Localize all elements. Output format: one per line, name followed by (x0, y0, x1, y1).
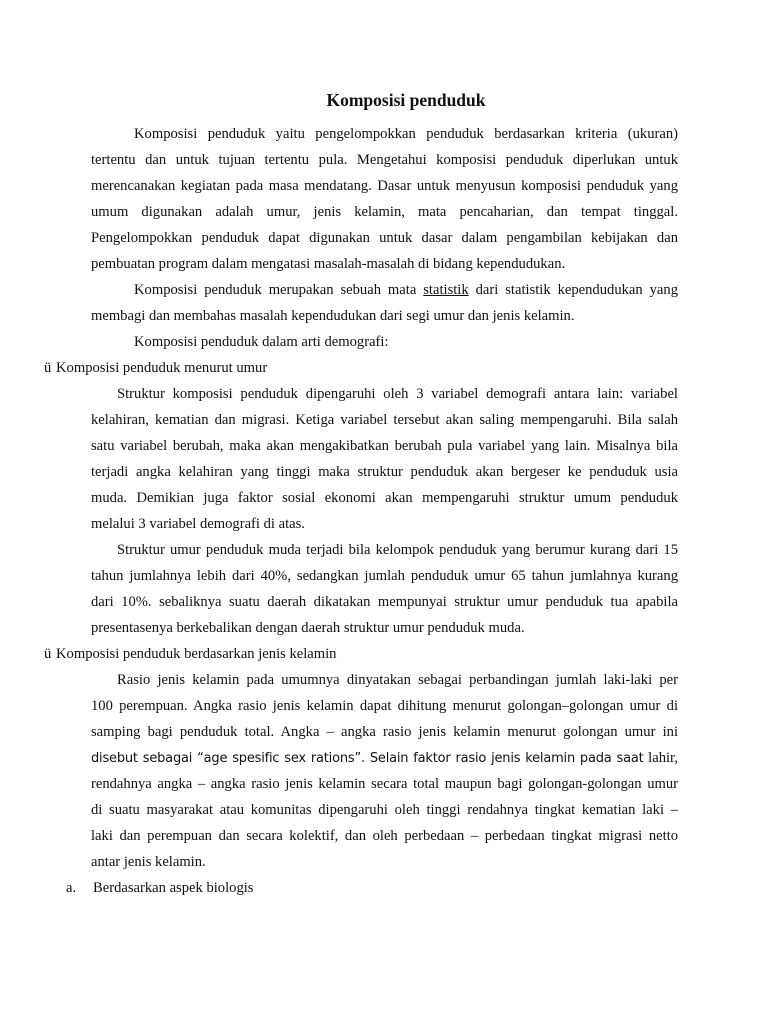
paragraph-line: presentasenya berkebalikan dengan daerah struktur umur penduduk muda. (91, 620, 525, 636)
bullet-item (44, 644, 644, 664)
page-title: Komposisi penduduk (326, 90, 486, 110)
paragraph-line: laki dan perempuan dan secara kolektif, dan oleh perbedaan – perbedaan tingkat migrasi netto (91, 828, 678, 844)
paragraph-line: Struktur umur penduduk muda terjadi bila kelompok penduduk yang berumur kurang dari 15 (117, 542, 678, 558)
paragraph-line: kelahiran, kematian dan migrasi. Ketiga variabel tersebut akan saling mempengaruhi. Bila salah (91, 412, 678, 428)
checkmark-bullet-icon: ü (44, 646, 52, 662)
paragraph-line: terjadi angka kelahiran yang tinggi maka struktur penduduk akan bergeser ke penduduk usia (91, 464, 678, 480)
paragraph-line: tertentu dan untuk tujuan tertentu pula. Mengetahui komposisi penduduk diperlukan untuk (91, 152, 678, 168)
paragraph-line: rendahnya angka – angka rasio jenis kelamin secara total maupun bagi golongan-golongan umur (91, 776, 678, 792)
bullet-label: Komposisi penduduk berdasarkan jenis kelamin (56, 646, 337, 662)
paragraph-line: samping bagi penduduk total. Angka – angka rasio jenis kelamin menurut golongan umur ini (91, 724, 678, 740)
paragraph-line: Komposisi penduduk dalam arti demografi: (134, 334, 389, 350)
paragraph-line: satu variabel berubah, maka akan mengakibatkan berubah pula variabel yang lain. Misalnya bila (91, 438, 678, 454)
paragraph-line: Pengelompokkan penduduk dapat digunakan untuk dasar dalam pengambilan kebijakan dan (91, 230, 678, 246)
list-item-label: Berdasarkan aspek biologis (93, 880, 254, 896)
paragraph-line: dari 10%. sebaliknya suatu daerah dikatakan mempunyai struktur umur penduduk tua apabila (91, 594, 678, 610)
paragraph-line: Komposisi penduduk yaitu pengelompokkan penduduk berdasarkan kriteria (ukuran) (134, 126, 678, 142)
paragraph-line: antar jenis kelamin. (91, 854, 206, 870)
text-run: lahir, (648, 750, 678, 766)
list-marker: a. (66, 880, 77, 896)
paragraph-line (134, 280, 678, 300)
statistik-link[interactable]: statistik (423, 282, 469, 298)
paragraph-line: Rasio jenis kelamin pada umumnya dinyatakan sebagai perbandingan jumlah laki-laki per (117, 672, 678, 688)
paragraph-line: membagi dan membahas masalah kependudukan dari segi umur dan jenis kelamin. (91, 308, 575, 324)
paragraph-line: Struktur komposisi penduduk dipengaruhi oleh 3 variabel demografi antara lain: variabel (117, 386, 678, 402)
text-run: dari statistik kependudukan yang (468, 282, 678, 298)
bullet-item (44, 358, 644, 378)
checkmark-bullet-icon: ü (44, 360, 52, 376)
paragraph-line: tahun jumlahnya lebih dari 40%, sedangkan jumlah penduduk umur 65 tahun jumlahnya kurang (91, 568, 678, 584)
bullet-label: Komposisi penduduk menurut umur (56, 360, 268, 376)
paragraph-line: umum digunakan adalah umur, jenis kelamin, mata pencaharian, dan tempat tinggal. (91, 204, 678, 220)
paragraph-line: melalui 3 variabel demografi di atas. (91, 516, 305, 532)
lettered-list-item (66, 878, 466, 898)
paragraph-line (91, 748, 678, 768)
text-run: Komposisi penduduk merupakan sebuah mata (134, 282, 424, 298)
paragraph-line: di suatu masyarakat atau komunitas dipengaruhi oleh tinggi rendahnya tingkat kematian laki – (91, 802, 678, 818)
paragraph-line: 100 perempuan. Angka rasio jenis kelamin dapat dihitung menurut golongan–golongan umur di (91, 698, 678, 714)
paragraph-line: merencanakan kegiatan pada masa mendatang. Dasar untuk menyusun komposisi penduduk yang (91, 178, 678, 194)
text-run: disebut sebagai “age spesific sex rations”. Selain faktor rasio jenis kelamin pada saat (91, 751, 644, 766)
paragraph-line: pembuatan program dalam mengatasi masalah-masalah di bidang kependudukan. (91, 256, 566, 272)
paragraph-line: muda. Demikian juga faktor sosial ekonomi akan mempengaruhi struktur umum penduduk (91, 490, 678, 506)
